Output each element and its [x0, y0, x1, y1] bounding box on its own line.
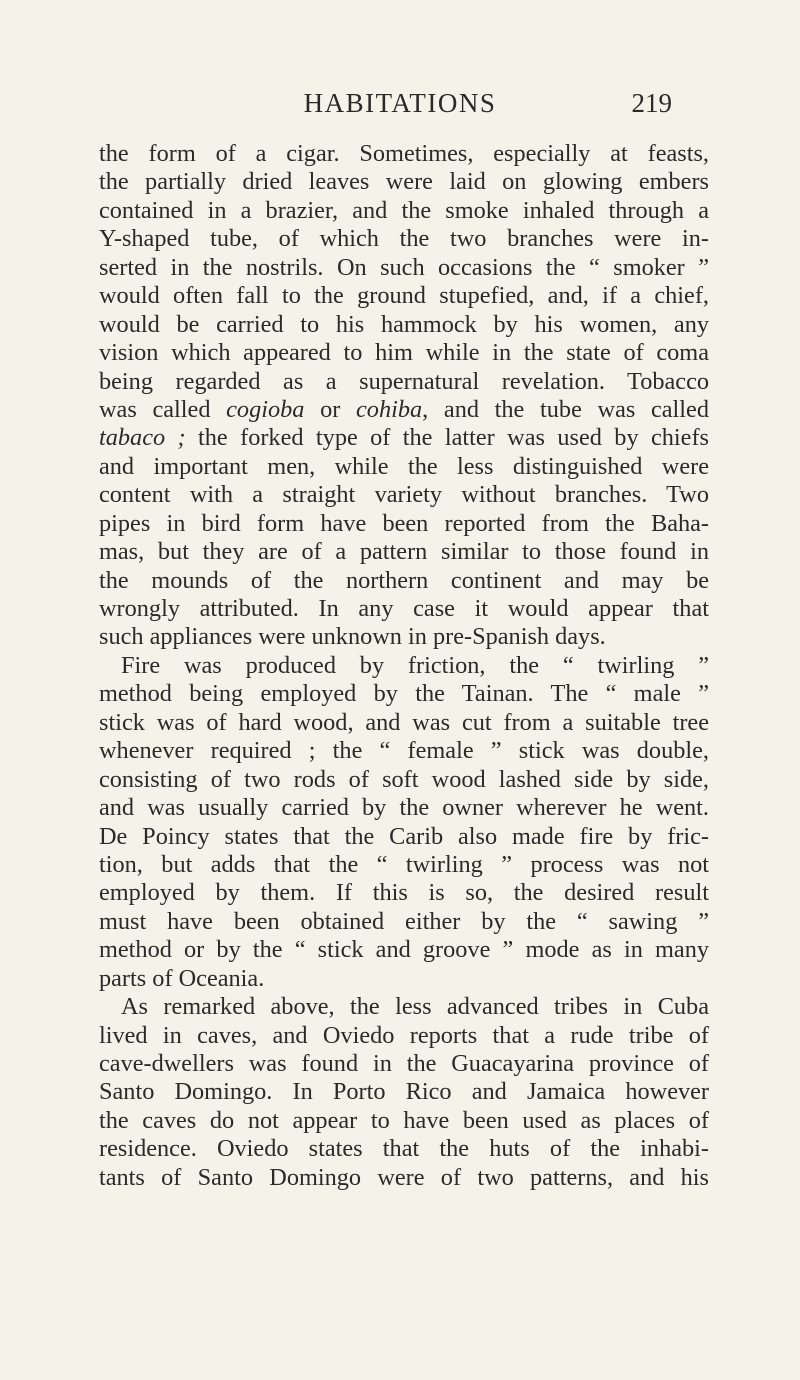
text-line [99, 396, 709, 424]
text-line: pipes in bird form have been reported from the Baha- [99, 509, 709, 537]
text-line: the caves do not appear to have been used as places of [99, 1106, 709, 1134]
text-line: cave-dwellers was found in the Guacayarina province of [99, 1050, 709, 1077]
text-line: the partially dried leaves were laid on glowing embers [99, 168, 709, 196]
text-line: and important men, while the less distinguished were [99, 452, 709, 480]
page-number: 219 [631, 88, 672, 118]
text-line: whenever required ; the “ female ” stick was double, [99, 737, 709, 765]
running-head [0, 88, 800, 122]
italic-term-tabaco: tabaco ; [99, 424, 186, 452]
running-title: HABITATIONS [303, 88, 497, 118]
text-line: serted in the nostrils. On such occasions the “ smoker ” [99, 253, 709, 281]
text-line: mas, but they are of a pattern similar to those found in [99, 538, 709, 566]
text-line: De Poincy states that the Carib also made fire by fric- [99, 822, 709, 850]
text-line: residence. Oviedo states that the huts of the inhabi- [99, 1135, 709, 1163]
text-line: would often fall to the ground stupefied, and, if a chief, [99, 282, 709, 310]
text-line: content with a straight variety without branches. Two [99, 481, 709, 509]
text-line: parts of Oceania. [99, 964, 265, 992]
text-line: contained in a brazier, and the smoke inhaled through a [99, 196, 709, 224]
text-line: tants of Santo Domingo were of two patterns, and his [99, 1163, 709, 1191]
text-line: consisting of two rods of soft wood lashed side by side, [99, 765, 709, 793]
text-line: stick was of hard wood, and was cut from a suitable tree [99, 708, 709, 736]
line-segment: was called [99, 395, 227, 423]
text-line: tion, but adds that the “ twirling ” process was not [99, 850, 709, 878]
text-line: must have been obtained either by the “ sawing ” [99, 907, 709, 935]
text-line: vision which appeared to him while in the state of coma [99, 339, 709, 367]
text-line: Y-shaped tube, of which the two branches were in- [99, 225, 709, 253]
italic-term-cohiba: cohiba [356, 395, 423, 423]
italic-term-cogioba: cogioba [226, 395, 305, 423]
text-line: such appliances were unknown in pre-Spanish days. [99, 623, 606, 651]
text-line: employed by them. If this is so, the desired result [99, 879, 709, 907]
text-line: As remarked above, the less advanced tribes in Cuba [121, 993, 709, 1021]
text-line: the mounds of the northern continent and may be [99, 566, 709, 594]
text-line: lived in caves, and Oviedo reports that a rude tribe of [99, 1021, 709, 1049]
text-line: method or by the “ stick and groove ” mode as in many [99, 936, 709, 964]
line-segment: the forked type of the latter was used by chiefs [185, 424, 709, 452]
text-line [99, 424, 709, 452]
text-line: method being employed by the Tainan. The “ male ” [99, 680, 709, 708]
text-line: and was usually carried by the owner wherever he went. [99, 794, 709, 822]
text-line: Santo Domingo. In Porto Rico and Jamaica however [99, 1078, 709, 1106]
line-segment: or [304, 395, 357, 423]
text-line: wrongly attributed. In any case it would appear that [99, 595, 709, 622]
text-line: the form of a cigar. Sometimes, especially at feasts, [99, 140, 709, 167]
line-segment: , and the tube was called [422, 395, 709, 423]
body-text [99, 140, 709, 1192]
text-line: being regarded as a supernatural revelation. Tobacco [99, 367, 709, 395]
text-line: would be carried to his hammock by his women, any [99, 310, 709, 338]
text-line: Fire was produced by friction, the “ twirling ” [121, 651, 709, 679]
